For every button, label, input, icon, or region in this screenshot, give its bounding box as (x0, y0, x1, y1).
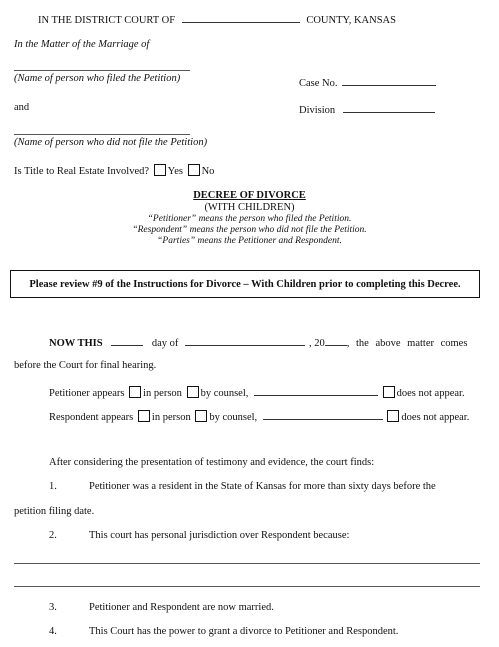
and-label: and (14, 102, 30, 113)
matter-comes: , the above matter comes (346, 338, 468, 349)
month-blank[interactable] (185, 335, 305, 346)
petitioner-name-line[interactable] (14, 70, 190, 71)
respondent-not-appear-checkbox[interactable] (387, 410, 399, 422)
respondent-name-line[interactable] (14, 134, 190, 135)
item-2-number: 2. (49, 530, 57, 541)
def-respondent: “Respondent” means the person who did not file the Petition. (132, 225, 367, 235)
case-no (299, 75, 436, 89)
real-estate-question (14, 164, 214, 177)
item-4-number: 4. (49, 626, 57, 637)
by-counsel-label: by counsel, (209, 412, 258, 423)
petitioner-label: (Name of person who filed the Petition) (14, 73, 181, 84)
does-not-appear-label: does not appear. (396, 388, 465, 399)
instructions-notice (10, 270, 480, 298)
item-1-number: 1. (49, 481, 57, 492)
jurisdiction-line-1[interactable] (14, 563, 480, 564)
item-4-text: This Court has the power to grant a divorce to Petitioner and Respondent. (89, 626, 399, 637)
in-person-label: in person (151, 412, 191, 423)
year-blank[interactable] (325, 335, 347, 346)
item-3-text: Petitioner and Respondent are now married. (89, 602, 274, 613)
petitioner-in-person-checkbox[interactable] (129, 386, 141, 398)
considering-line: After considering the presentation of testimony and evidence, the court finds: (49, 457, 375, 468)
year-prefix: , 20 (309, 338, 325, 349)
division (299, 102, 435, 116)
does-not-appear-label: does not appear. (401, 412, 470, 423)
def-petitioner: “Petitioner” means the person who filed the Petition. (147, 214, 352, 224)
jurisdiction-line-2[interactable] (14, 586, 480, 587)
yes-label: Yes (167, 166, 183, 177)
petitioner-counsel-blank[interactable] (254, 385, 378, 396)
respondent-appears-label: Respondent appears (49, 412, 134, 423)
hearing-line: before the Court for final hearing. (14, 360, 157, 371)
now-this: NOW THIS (49, 338, 103, 349)
petitioner-appears-row (49, 385, 465, 399)
no-label: No (201, 166, 215, 177)
division-label: Division (299, 105, 336, 116)
court-prefix: IN THE DISTRICT COURT OF (38, 15, 176, 26)
real-estate-no-checkbox[interactable] (188, 164, 200, 176)
division-blank[interactable] (343, 102, 435, 113)
item-1-text: Petitioner was a resident in the State of Kansas for more than sixty days before the (89, 481, 436, 492)
respondent-counsel-blank[interactable] (263, 409, 383, 420)
def-parties: “Parties” means the Petitioner and Respondent. (157, 236, 342, 246)
decree-subtitle: (WITH CHILDREN) (204, 202, 295, 213)
respondent-label: (Name of person who did not file the Petition) (14, 137, 208, 148)
county-blank[interactable] (182, 12, 300, 23)
day-of: day of (151, 338, 179, 349)
petitioner-appears-label: Petitioner appears (49, 388, 125, 399)
now-this-line (49, 335, 467, 349)
case-no-blank[interactable] (342, 75, 436, 86)
respondent-appears-row (49, 409, 469, 423)
day-blank[interactable] (111, 335, 143, 346)
real-estate-label: Is Title to Real Estate Involved? (14, 166, 150, 177)
petitioner-by-counsel-checkbox[interactable] (187, 386, 199, 398)
respondent-in-person-checkbox[interactable] (138, 410, 150, 422)
case-no-label: Case No. (299, 78, 338, 89)
in-person-label: in person (143, 388, 182, 399)
item-3-number: 3. (49, 602, 57, 613)
item-2-text: This court has personal jurisdiction over Respondent because: (89, 530, 350, 541)
item-1-continuation: petition filing date. (14, 506, 95, 517)
real-estate-yes-checkbox[interactable] (154, 164, 166, 176)
respondent-by-counsel-checkbox[interactable] (195, 410, 207, 422)
by-counsel-label: by counsel, (200, 388, 249, 399)
matter-caption: In the Matter of the Marriage of (14, 39, 150, 50)
decree-title: DECREE OF DIVORCE (193, 190, 306, 201)
court-header (38, 12, 396, 26)
notice-text: Please review #9 of the Instructions for Divorce – With Children prior to completing this Decree. (29, 278, 461, 290)
title-block (0, 190, 499, 247)
court-suffix: COUNTY, KANSAS (306, 15, 396, 26)
petitioner-not-appear-checkbox[interactable] (383, 386, 395, 398)
